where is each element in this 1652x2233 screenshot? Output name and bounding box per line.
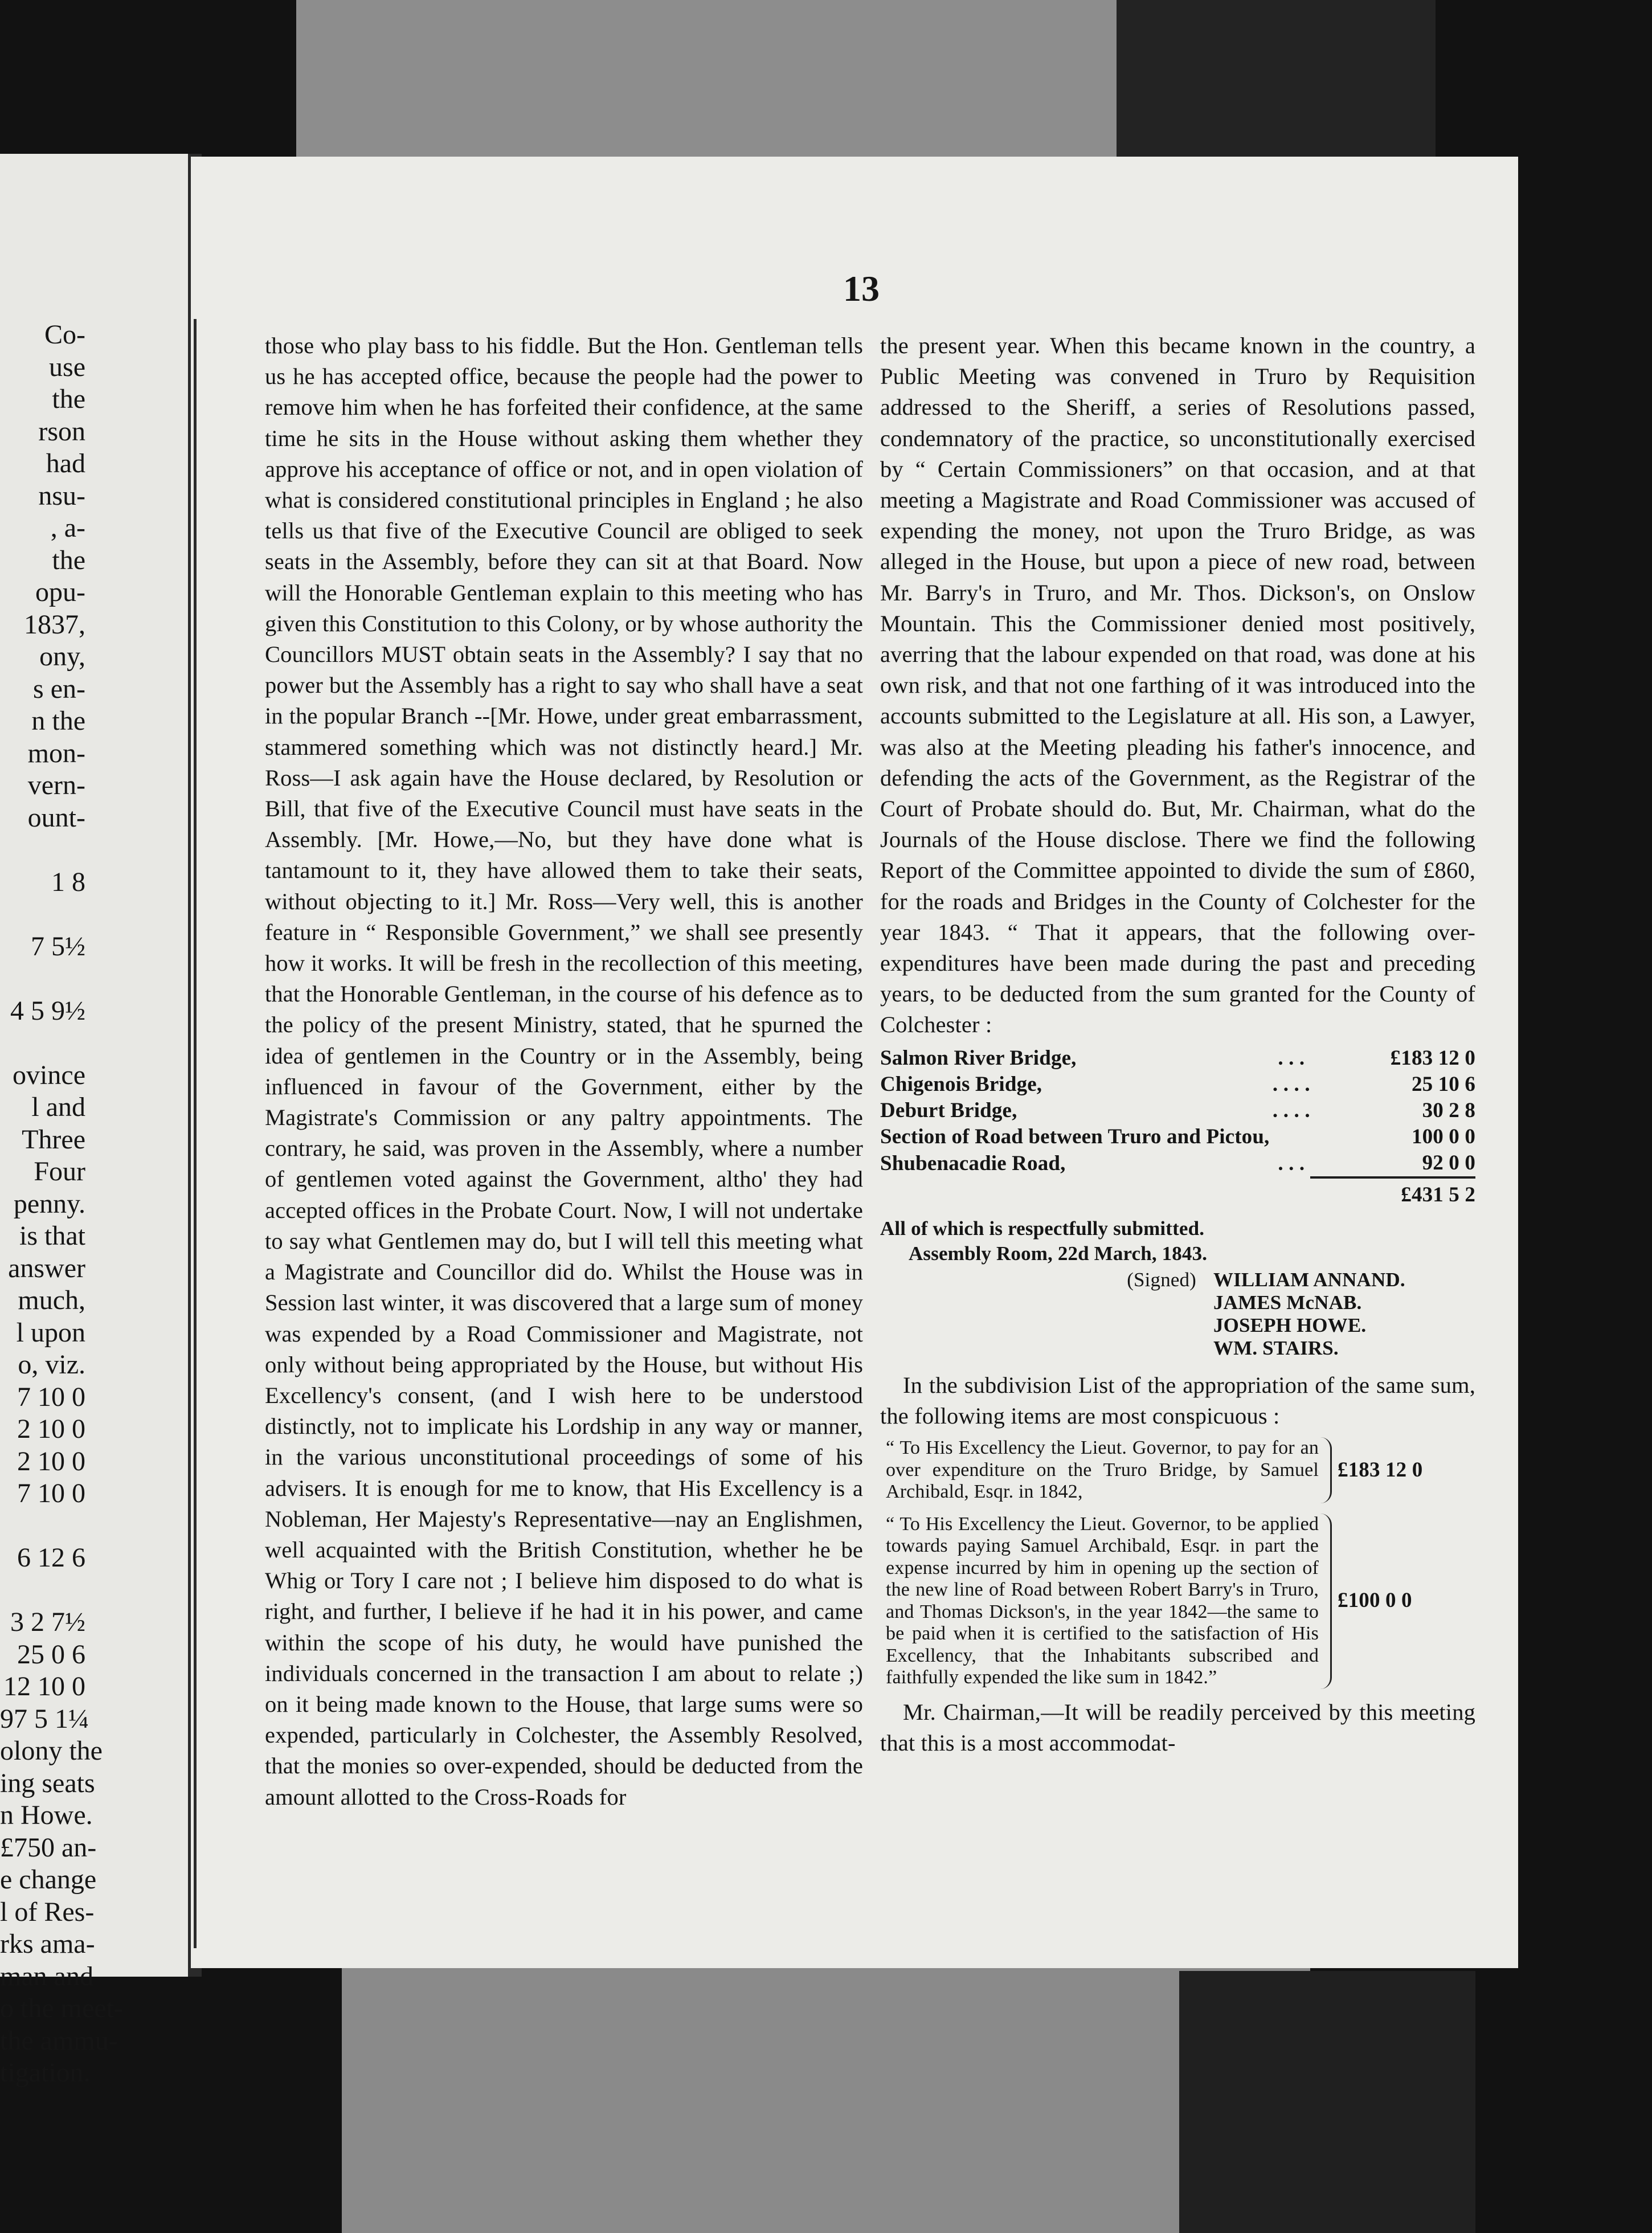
previous-page-fragment: use bbox=[49, 351, 85, 382]
previous-page-fragment: the bbox=[52, 545, 85, 575]
expenditure-item: Section of Road between Truro and Pictou, bbox=[880, 1124, 1270, 1148]
appropriation-item-text: “ To His Excellency the Lieut. Governor, to pay for an over expenditure on the Truro Bridge, by Samuel Archibald, Esqr. in 1842, bbox=[886, 1437, 1319, 1503]
previous-page-fragment: ony, bbox=[39, 641, 85, 672]
previous-page-fragment: much, bbox=[18, 1285, 85, 1315]
previous-page-fragment: 6 12 6 bbox=[17, 1543, 85, 1573]
place-date-line: Assembly Room, 22d March, 1843. bbox=[909, 1242, 1208, 1265]
signatory-list bbox=[1213, 1269, 1405, 1360]
page-number: 13 bbox=[843, 268, 880, 309]
submitted-line: All of which is respectfully submitted. bbox=[880, 1217, 1205, 1240]
over-expenditure-table bbox=[880, 1045, 1475, 1208]
previous-page-fragment: 3 2 7½ bbox=[10, 1607, 85, 1637]
previous-page-fragment: opu- bbox=[35, 577, 85, 607]
brace bbox=[1319, 1437, 1332, 1503]
expenditure-amount: 100 0 0 bbox=[1411, 1124, 1475, 1148]
previous-page-fragment bbox=[0, 1510, 85, 1543]
signed-label: (Signed) bbox=[1127, 1268, 1196, 1291]
previous-page-fragment: 12 10 0 bbox=[3, 1671, 85, 1702]
previous-page-fragment: o the meet- bbox=[0, 1993, 123, 2023]
previous-page-fragment: Three bbox=[22, 1124, 85, 1155]
previous-page-fragment: Four bbox=[34, 1156, 85, 1187]
previous-page-fragment: 7 5½ bbox=[31, 931, 85, 962]
previous-page-text-fragments bbox=[0, 319, 123, 2089]
total-amount: £431 5 2 bbox=[1310, 1177, 1475, 1208]
previous-page-fragment: l upon bbox=[16, 1317, 85, 1348]
previous-page-fragment: olony the bbox=[0, 1736, 103, 1766]
previous-page-fragment: rks ama- bbox=[0, 1929, 95, 1959]
expenditure-item: Chigenois Bridge, bbox=[880, 1072, 1042, 1096]
expenditure-amount: 92 0 0 bbox=[1422, 1151, 1475, 1175]
expenditure-row bbox=[880, 1150, 1475, 1177]
previous-page-fragment bbox=[0, 1574, 85, 1607]
previous-page-fragment: , a- bbox=[50, 513, 85, 543]
appropriation-item-amount: £183 12 0 bbox=[1338, 1458, 1423, 1482]
previous-page-fragment: answer bbox=[8, 1253, 85, 1283]
previous-page-fragment: 1837, bbox=[24, 609, 85, 640]
previous-page-fragment: £750 an- bbox=[0, 1832, 97, 1863]
previous-page-fragment: ing seats bbox=[0, 1768, 95, 1798]
leader-dots: . . . . bbox=[1272, 1098, 1310, 1122]
previous-page-fragment: the bbox=[52, 384, 85, 414]
previous-page-fragment: o, viz. bbox=[18, 1349, 85, 1380]
scan-mount-bottom bbox=[342, 1965, 1310, 2233]
scan-mount-bottom-shadow bbox=[1179, 1971, 1475, 2233]
expenditure-item: Salmon River Bridge, bbox=[880, 1046, 1077, 1070]
appropriation-item bbox=[880, 1514, 1475, 1689]
expenditure-row bbox=[880, 1124, 1475, 1150]
expenditure-amount: £183 12 0 bbox=[1390, 1046, 1475, 1070]
signatory: WILLIAM ANNAND. bbox=[1213, 1268, 1405, 1291]
leader-dots: . . . . bbox=[1272, 1072, 1310, 1096]
previous-page-fragment bbox=[0, 898, 85, 931]
previous-page-fragment: tigation. bbox=[0, 2058, 91, 2088]
submission-note bbox=[880, 1216, 1475, 1266]
total-row bbox=[880, 1177, 1475, 1208]
signatory: JOSEPH HOWE. bbox=[1213, 1314, 1367, 1336]
previous-page-fragment bbox=[0, 834, 85, 866]
previous-page-fragment: 1 8 bbox=[51, 866, 85, 897]
previous-page-fragment: 4 5 9½ bbox=[10, 995, 85, 1026]
previous-page-fragment: e change bbox=[0, 1864, 97, 1895]
brace bbox=[1319, 1514, 1332, 1689]
previous-page-fragment: s en- bbox=[33, 673, 85, 704]
previous-page-fragment: had bbox=[46, 448, 85, 478]
previous-page-fragment: l and bbox=[31, 1092, 85, 1122]
previous-page-fragment: mon- bbox=[27, 738, 85, 768]
appropriation-item-text: “ To His Excellency the Lieut. Governor, to be applied towards paying Samuel Archibald, Esqr. in part the expense incurred by him in opening up the section of the new line of Road between Robert Barry's in Truro, and Thomas Dickson's, in the year 1842—the same to be paid when it is certified to the satisfaction of His Excellency, that the Inhabitants subscribed and faithfully expended the like sum in 1842.” bbox=[886, 1513, 1319, 1688]
previous-page-fragment: ount- bbox=[27, 802, 85, 833]
previous-page-fragment: n the bbox=[31, 706, 85, 736]
expenditure-row bbox=[880, 1098, 1475, 1124]
previous-page-fragment: the ammu- bbox=[0, 2025, 118, 2056]
expenditure-amount: 25 10 6 bbox=[1411, 1072, 1475, 1096]
previous-page-fragment bbox=[0, 1027, 85, 1060]
previous-page-fragment: 2 10 0 bbox=[17, 1446, 85, 1477]
right-text-column bbox=[880, 330, 1475, 1758]
previous-page-fragment: rson bbox=[38, 416, 85, 447]
appropriation-item bbox=[880, 1437, 1475, 1503]
previous-page-fragment: Co- bbox=[44, 320, 85, 350]
expenditure-amount: 30 2 8 bbox=[1422, 1098, 1475, 1122]
expenditure-row bbox=[880, 1071, 1475, 1098]
previous-page-fragment: l of Res- bbox=[0, 1896, 95, 1927]
previous-page-fragment bbox=[0, 963, 85, 995]
report-intro-paragraph: the present year. When this became known in the country, a Public Meeting was convened in Truro by Requisition addressed to the Sheriff, a series of Resolutions passed, condemnatory of the practice, so unconstitutionally exercised by “ Certain Commissioners” on that occasion, and at that meeting a Magistrate and Road Commissioner was accused of expending the money, not upon the Truro Bridge, as was alleged in the House, but upon a piece of new road, between Mr. Barry's in Truro, and Mr. Thos. Dickson's, on Onslow Mountain. This the Commissioner denied most positively, averring that the labour expended on that road, was done at his own risk, and that not one farthing of it was introduced into the accounts submitted to the Legislature at all. His son, a Lawyer, was also at the Meeting pleading his father's innocence, and defending the acts of the Government, as the Registrar of the Court of Probate should do. But, Mr. Chairman, what do the Journals of the House disclose. There we find the following Report of the Committee appointed to divide the sum of £860, for the roads and Bridges in the County of Colchester for the year 1843. “ That it appears, that the following over-expenditures have been made during the past and preceding years, to be deducted from the sum granted for the County of Colchester : bbox=[880, 333, 1475, 1038]
previous-page-fragment: n Howe. bbox=[0, 1800, 93, 1830]
previous-page-fragment: 97 5 1¼ bbox=[0, 1703, 89, 1734]
appropriation-item-amount: £100 0 0 bbox=[1338, 1589, 1412, 1613]
column-rule bbox=[194, 319, 197, 1948]
scan-mount-top-shadow bbox=[1117, 0, 1436, 171]
subdivision-paragraph: In the subdivision List of the appropriation of the same sum, the following items are most conspicuous : bbox=[880, 1372, 1475, 1429]
signatory: JAMES McNAB. bbox=[1213, 1291, 1362, 1314]
previous-page-fragment: 7 10 0 bbox=[17, 1478, 85, 1508]
signature-block bbox=[880, 1269, 1475, 1360]
previous-page-fragment: 2 10 0 bbox=[17, 1414, 85, 1444]
previous-page-fragment: nsu- bbox=[38, 480, 85, 511]
closing-paragraph: Mr. Chairman,—It will be readily perceived by this meeting that this is a most accommodat- bbox=[880, 1699, 1475, 1756]
signatory: WM. STAIRS. bbox=[1213, 1336, 1339, 1359]
expenditure-item: Deburt Bridge, bbox=[880, 1098, 1017, 1122]
previous-page-fragment: 25 0 6 bbox=[17, 1639, 85, 1670]
previous-page-fragment: is that bbox=[19, 1221, 85, 1251]
leader-dots bbox=[1273, 1124, 1310, 1150]
leader-dots: . . . bbox=[1278, 1151, 1305, 1175]
previous-page-fragment: ovince bbox=[13, 1060, 85, 1090]
leader-dots: . . . bbox=[1278, 1046, 1305, 1070]
expenditure-item: Shubenacadie Road, bbox=[880, 1151, 1066, 1175]
previous-page-fragment: vern- bbox=[27, 770, 85, 800]
left-column-paragraph: those who play bass to his fiddle. But the Hon. Gentleman tells us he has accepted office, because the people had the power to remove him when he has forfeited their confidence, at the same time he sits in the House without asking them whether they approve his acceptance of office or not, and in open violation of what is considered constitutional principles in England ; he also tells us that five of the Executive Council are obliged to seek seats in the Assembly, before they can sit at that Board. Now will the Honorable Gentleman explain to this meeting who has given this Constitution to this Colony, or by whose authority the Councillors MUST obtain seats in the Assembly? I say that no power but the Assembly has a right to say who shall have a seat in the popular Branch --[Mr. Howe, under great embarrassment, stammered something which was not distinctly heard.] Mr. Ross—I ask again have the House declared, by Resolution or Bill, that five of the Executive Council must have seats in the Assembly. [Mr. Howe,—No, but they have done what is tantamount to it, they have allowed them to take their seats, without objecting to it.] Mr. Ross—Very well, this is another feature in “ Responsible Government,” we shall see presently how it works. It will be fresh in the recollection of this meeting, that the Honorable Gentleman, in the course of his defence as to the policy of the present Ministry, stated, that he spurned the idea of gentlemen in the Country or in the Assembly, being influenced in favour of the Government, either by the Magistrate's Commission or any paltry appointments. The contrary, he said, was proven in the Assembly, where a number of gentlemen voted against the Government, altho' they had accepted offices in the Probate Court. Now, I will not undertake to say what Gentlemen may do, but I will tell this meeting what a Magistrate and Councillor did do. Whilst the House was in Session last winter, it was discovered that a large sum of money was expended by a Road Commissioner and Magistrate, not only without being appropriated by the House, but without His Excellency's consent, (and I wish here to be understood distinctly, not to implicate his Lordship in any way or manner, in the various unconstitutional proceedings of some of his advisers. It is enough for me to know, that His Excellency is a Nobleman, Her Majesty's Representative—nay an Englishmen, well acquainted with the British Constitution, whether he be Whig or Tory I care not ; I believe him disposed to do what is right, and further, I believe if he had it in his power, and came within the scope of his duty, he would have punished the individuals concerned in the transaction I am about to relate ;) on it being made known to the House, that large sums were so expended, particularly in Colchester, the Assembly Resolved, that the monies so over-expended, should be deducted from the amount allotted to the Cross-Roads for bbox=[265, 333, 863, 1810]
previous-page-fragment: penny. bbox=[13, 1188, 85, 1219]
previous-page-fragment: man and bbox=[0, 1961, 93, 1991]
expenditure-row bbox=[880, 1045, 1475, 1071]
previous-page-fragment: 7 10 0 bbox=[17, 1381, 85, 1412]
left-text-column bbox=[265, 330, 863, 1813]
